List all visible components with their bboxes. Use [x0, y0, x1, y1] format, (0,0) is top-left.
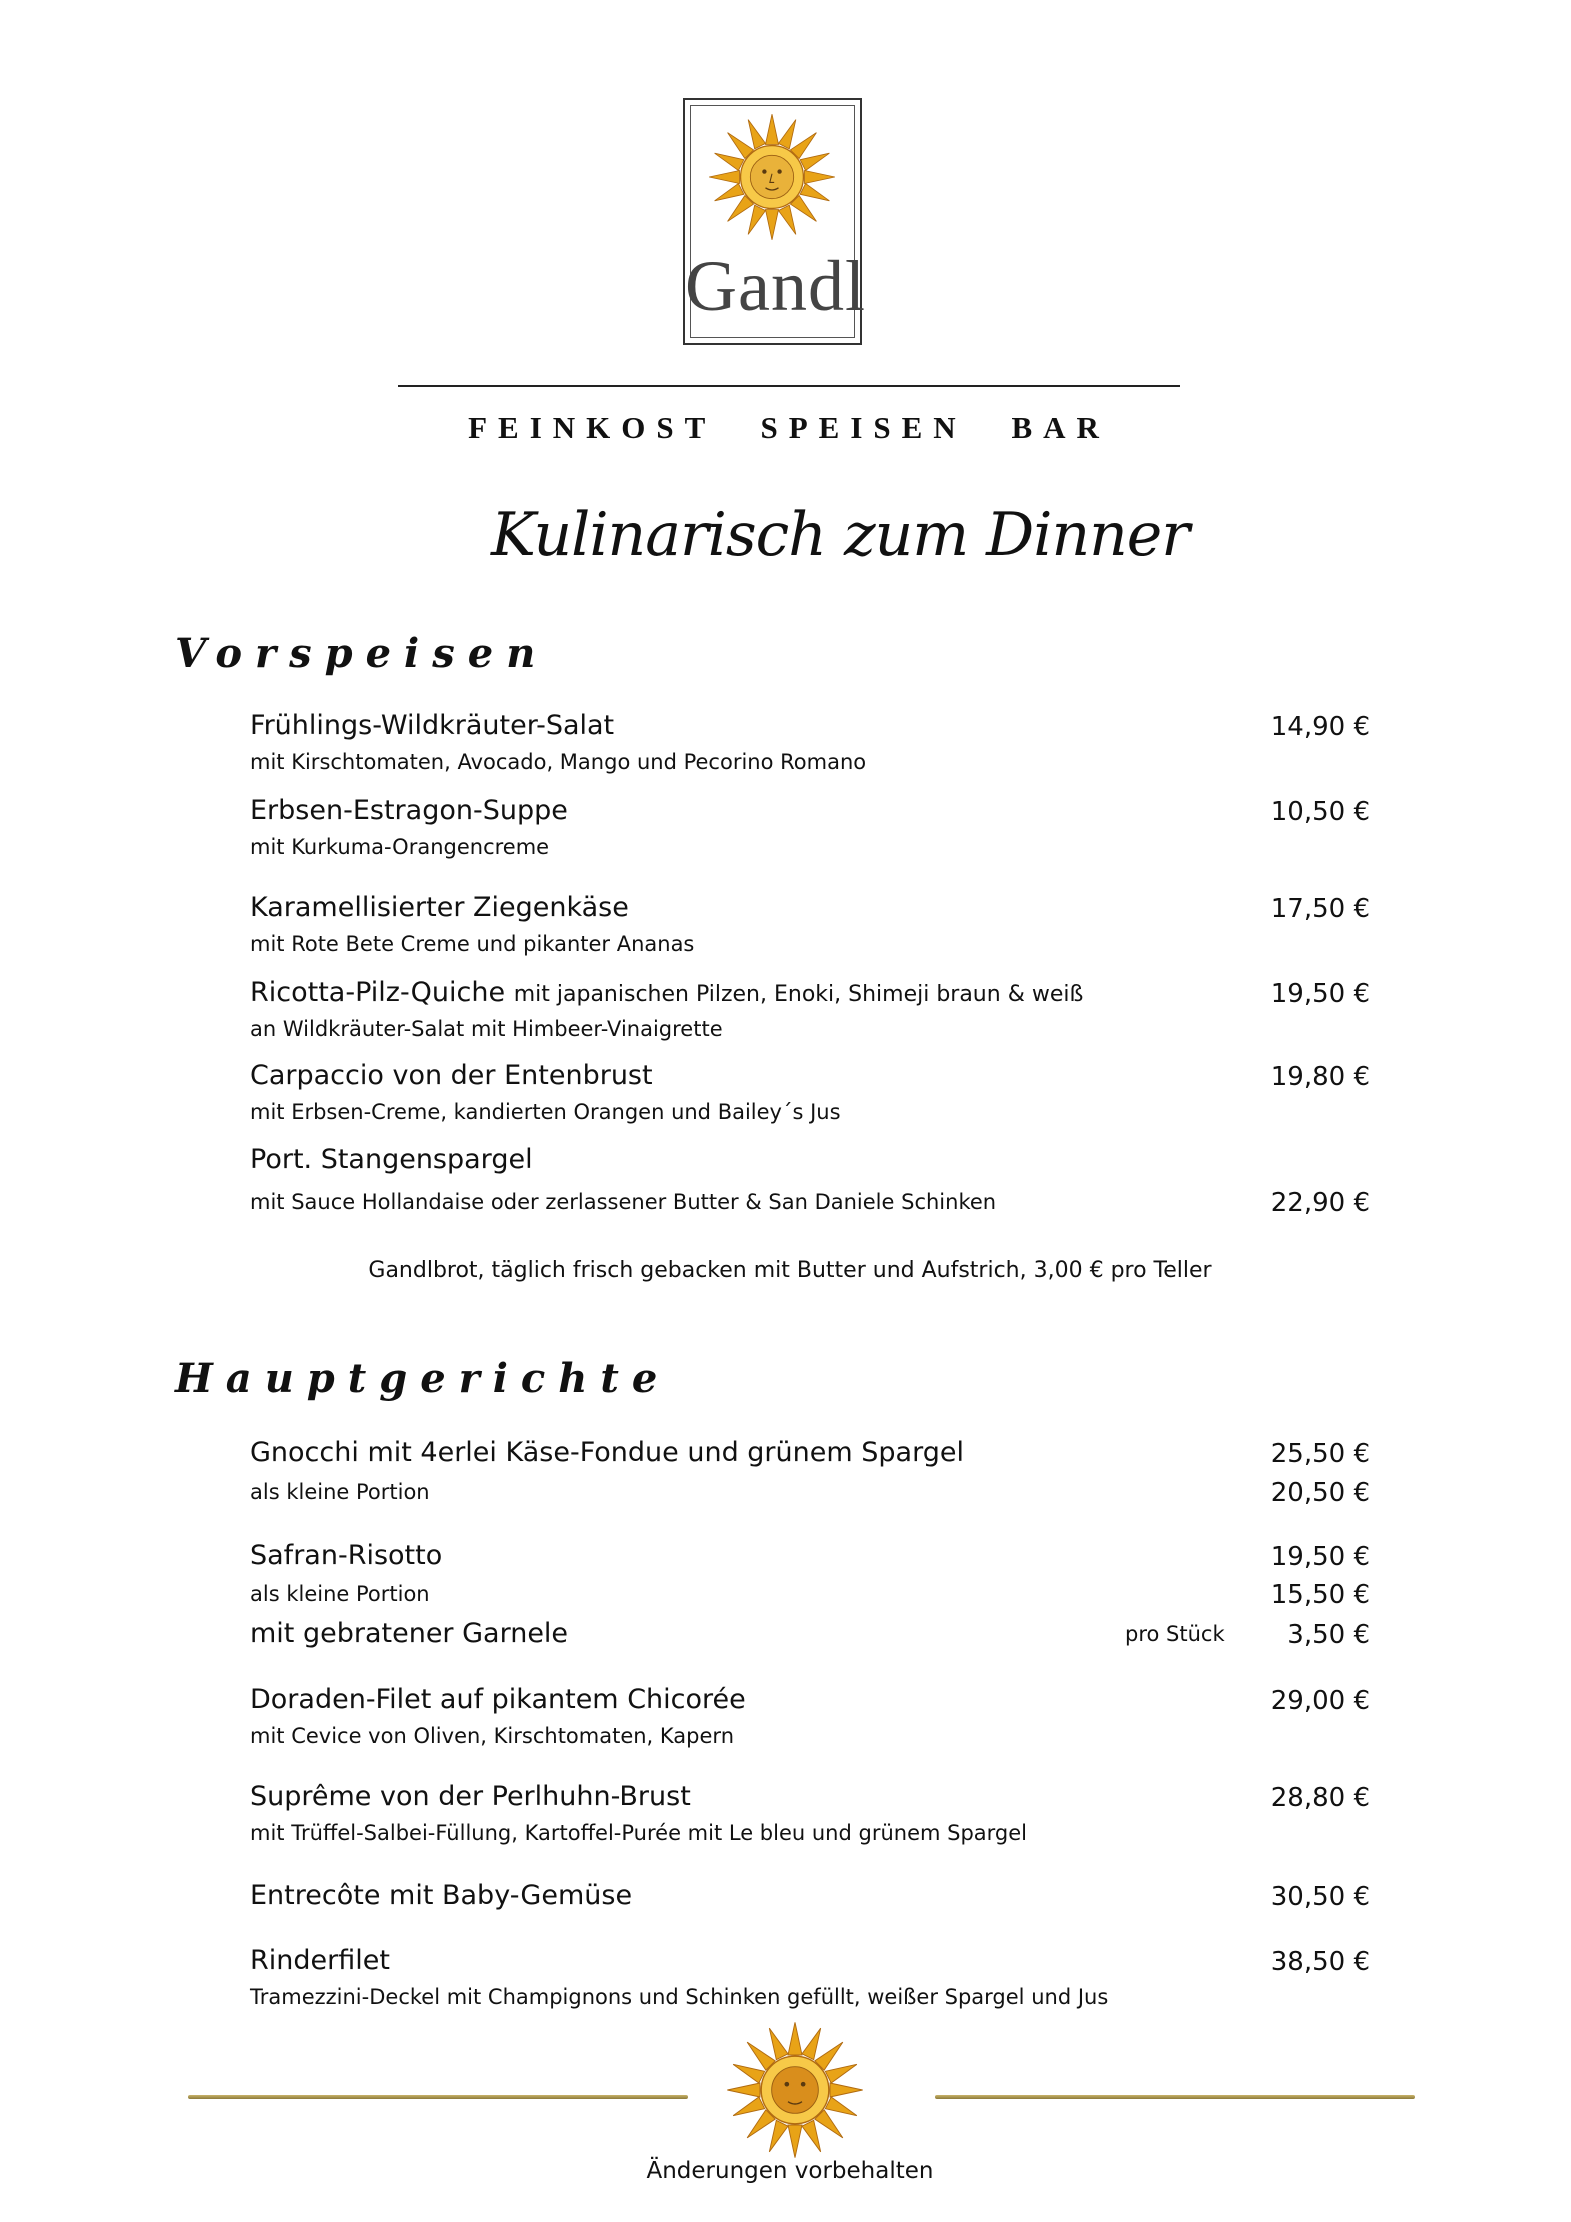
- tagline: FEINKOST SPEISEN BAR: [468, 410, 1110, 445]
- menu-item-description: Tramezzini-Deckel mit Champignons und Schinken gefüllt, weißer Spargel und Jus: [250, 1985, 1109, 2009]
- menu-item-extra: mit gebratener Garnele: [250, 1618, 569, 1649]
- menu-item-description: mit Sauce Hollandaise oder zerlassener Butter & San Daniele Schinken: [250, 1190, 997, 1214]
- menu-item-subportion-price: 15,50 €: [1270, 1580, 1370, 1610]
- menu-item-title: Ricotta-Pilz-Quiche: [250, 977, 506, 1008]
- menu-item-price: 19,50 €: [1270, 979, 1370, 1009]
- page-title: Kulinarisch zum Dinner: [491, 500, 1189, 570]
- menu-item-price: 28,80 €: [1270, 1783, 1370, 1813]
- bread-note: Gandlbrot, täglich frisch gebacken mit Butter und Aufstrich, 3,00 € pro Teller: [368, 1258, 1212, 1283]
- menu-item-name: Rinderfilet: [250, 1945, 390, 1976]
- menu-item-price: 17,50 €: [1270, 894, 1370, 924]
- menu-item-price: 25,50 €: [1270, 1439, 1370, 1469]
- sun-icon: [725, 2020, 865, 2160]
- menu-item-price: 14,90 €: [1270, 712, 1370, 742]
- menu-item-description: mit Rote Bete Creme und pikanter Ananas: [250, 932, 695, 956]
- menu-item-name: Gnocchi mit 4erlei Käse-Fondue und grünem Spargel: [250, 1437, 964, 1468]
- menu-item-description: an Wildkräuter-Salat mit Himbeer-Vinaigrette: [250, 1017, 723, 1041]
- menu-item-price: 29,00 €: [1270, 1686, 1370, 1716]
- menu-item-name: [250, 977, 1083, 1008]
- footer-divider-right: [935, 2095, 1415, 2099]
- menu-item-name: Safran-Risotto: [250, 1540, 443, 1571]
- section-title-vorspeisen: Vorspeisen: [175, 630, 549, 677]
- menu-item-price: 38,50 €: [1270, 1947, 1370, 1977]
- menu-item-price: 19,80 €: [1270, 1062, 1370, 1092]
- menu-item-description: mit Kirschtomaten, Avocado, Mango und Pecorino Romano: [250, 750, 867, 774]
- menu-item-description: mit Kurkuma-Orangencreme: [250, 835, 550, 859]
- menu-item-name: Port. Stangenspargel: [250, 1144, 533, 1175]
- menu-item-name: Erbsen-Estragon-Suppe: [250, 795, 568, 826]
- logo: [683, 98, 866, 345]
- menu-item-name: Frühlings-Wildkräuter-Salat: [250, 710, 615, 741]
- menu-item-subportion: als kleine Portion: [250, 1480, 430, 1504]
- footer-note: Änderungen vorbehalten: [646, 2158, 934, 2184]
- menu-item-description: mit Erbsen-Creme, kandierten Orangen und Bailey´s Jus: [250, 1100, 841, 1124]
- menu-item-name: Carpaccio von der Entenbrust: [250, 1060, 653, 1091]
- logo-wordmark: Gandl: [685, 246, 866, 326]
- menu-item-description: mit Trüffel-Salbei-Füllung, Kartoffel-Purée mit Le bleu und grünem Spargel: [250, 1821, 1027, 1845]
- menu-item-subportion-price: 20,50 €: [1270, 1478, 1370, 1508]
- menu-item-name: Doraden-Filet auf pikantem Chicorée: [250, 1684, 746, 1715]
- section-title-hauptgerichte: Hauptgerichte: [175, 1355, 671, 1402]
- menu-item-name: Karamellisierter Ziegenkäse: [250, 892, 629, 923]
- menu-item-extra-unit: pro Stück: [1125, 1622, 1225, 1646]
- menu-item-name: Suprême von der Perlhuhn-Brust: [250, 1781, 691, 1812]
- sun-logo-icon: [707, 112, 837, 242]
- menu-item-price: 30,50 €: [1270, 1882, 1370, 1912]
- menu-item-extra-price: 3,50 €: [1287, 1620, 1370, 1650]
- menu-item-name: Entrecôte mit Baby-Gemüse: [250, 1880, 633, 1911]
- menu-item-price: 22,90 €: [1270, 1188, 1370, 1218]
- menu-item-description: mit Cevice von Oliven, Kirschtomaten, Kapern: [250, 1724, 735, 1748]
- menu-item-price: 19,50 €: [1270, 1542, 1370, 1572]
- header-divider: [398, 385, 1180, 387]
- menu-item-price: 10,50 €: [1270, 797, 1370, 827]
- footer-divider-left: [188, 2095, 688, 2099]
- menu-item-inline-description: mit japanischen Pilzen, Enoki, Shimeji braun & weiß: [513, 982, 1084, 1007]
- menu-item-subportion: als kleine Portion: [250, 1582, 430, 1606]
